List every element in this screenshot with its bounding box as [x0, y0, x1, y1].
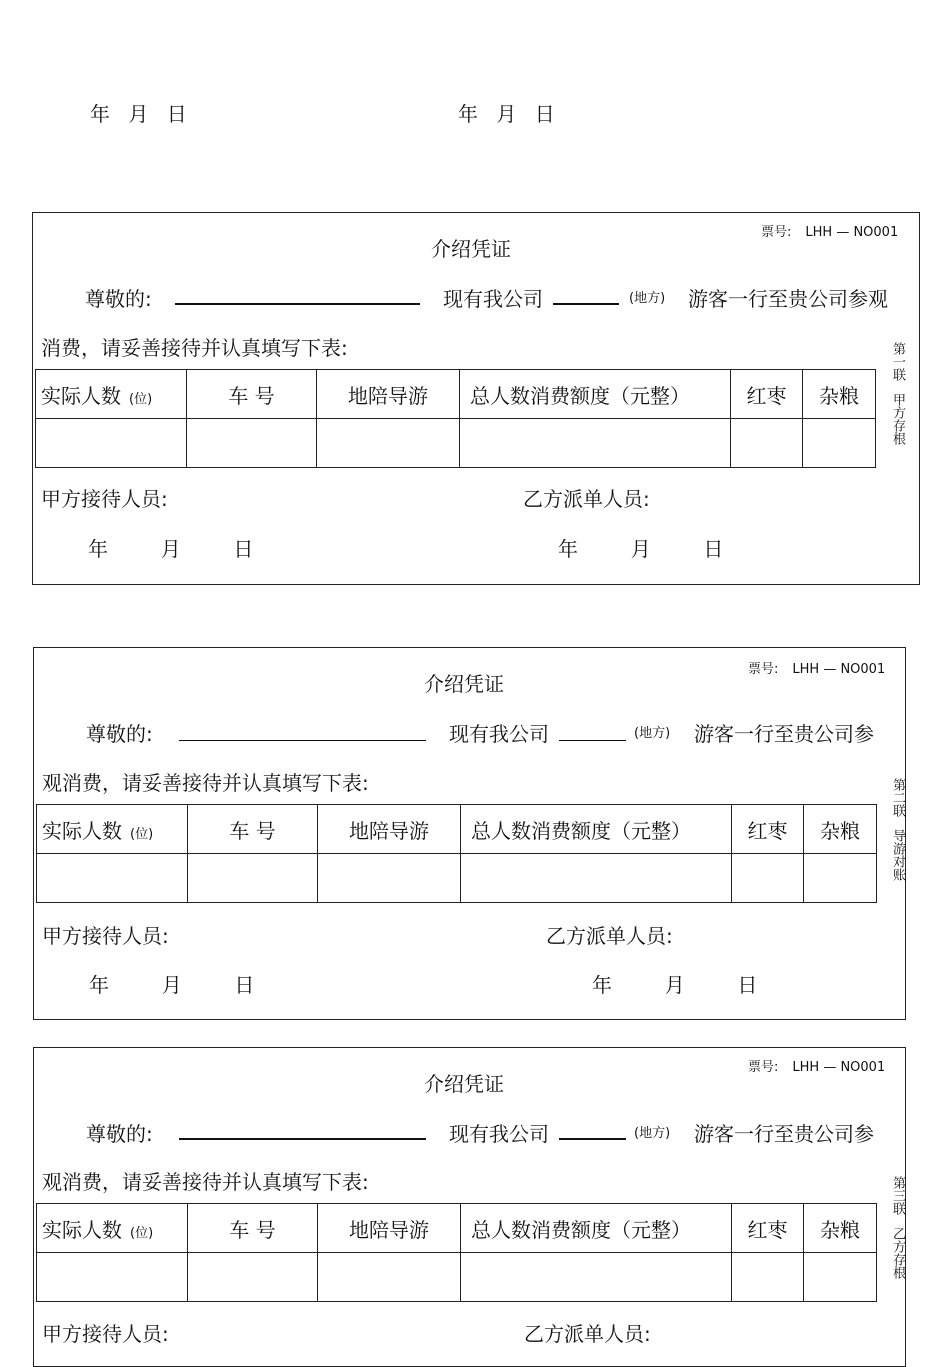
table-row — [36, 419, 876, 468]
unit-note: (位) — [130, 826, 154, 842]
header-red-dates: 红枣 — [732, 805, 804, 854]
header-grains: 杂粮 — [803, 370, 876, 419]
voucher-title: 介绍凭证 — [424, 1072, 504, 1096]
voucher-title: 介绍凭证 — [424, 672, 504, 696]
ticket-number-value: LHH — NO001 — [792, 1060, 886, 1075]
table-header-row — [37, 805, 877, 854]
party-a-staff-label: 甲方接待人员: — [42, 1322, 169, 1346]
instruction-text: 消费，请妥善接待并认真填写下表: — [41, 336, 348, 360]
ticket-number — [748, 658, 885, 677]
place-blank[interactable] — [553, 303, 619, 305]
cell-local-guide[interactable] — [318, 1253, 461, 1302]
place-blank[interactable] — [559, 1138, 626, 1140]
recipient-blank[interactable] — [179, 1138, 426, 1140]
header-headcount: 实际人数 (位) — [37, 805, 188, 854]
header-total-amount: 总人数消费额度（元整） — [460, 370, 731, 419]
place-note: (地方) — [629, 291, 666, 306]
party-b-staff-label: 乙方派单人员: — [546, 924, 673, 948]
header-vehicle-no: 车 号 — [188, 805, 318, 854]
visit-text: 游客一行至贵公司参 — [694, 722, 874, 746]
recipient-blank[interactable] — [179, 740, 426, 741]
party-b-date: 年 月 日 — [592, 973, 758, 997]
ticket-number-label: 票号: — [748, 1060, 779, 1075]
party-a-date: 年 月 日 — [88, 537, 254, 561]
header-local-guide: 地陪导游 — [318, 1204, 461, 1253]
consumption-table — [36, 1203, 877, 1302]
cell-grains[interactable] — [804, 854, 877, 903]
header-red-dates: 红枣 — [732, 1204, 804, 1253]
cell-grains[interactable] — [803, 419, 876, 468]
cell-vehicle-no[interactable] — [188, 854, 318, 903]
cell-grains[interactable] — [804, 1253, 877, 1302]
cell-local-guide[interactable] — [318, 854, 461, 903]
company-text: 现有我公司 — [443, 287, 543, 311]
copy-label-1: 第一联甲方存根 — [890, 342, 905, 445]
header-local-guide: 地陪导游 — [317, 370, 460, 419]
cell-headcount[interactable] — [37, 854, 188, 903]
header-total-amount: 总人数消费额度（元整） — [461, 805, 732, 854]
header-local-guide: 地陪导游 — [318, 805, 461, 854]
cell-total-amount[interactable] — [461, 1253, 732, 1302]
ticket-number — [748, 1056, 885, 1075]
ticket-number-label: 票号: — [748, 662, 779, 677]
cell-red-dates[interactable] — [732, 854, 804, 903]
header-grains: 杂粮 — [804, 805, 877, 854]
table-header-row — [36, 370, 876, 419]
header-grains: 杂粮 — [804, 1204, 877, 1253]
party-b-staff-label: 乙方派单人员: — [523, 487, 650, 511]
ticket-number-value: LHH — NO001 — [792, 662, 886, 677]
instruction-text: 观消费，请妥善接待并认真填写下表: — [42, 1170, 369, 1194]
header-vehicle-no: 车 号 — [188, 1204, 318, 1253]
instruction-text: 观消费，请妥善接待并认真填写下表: — [42, 771, 369, 795]
consumption-table — [36, 804, 877, 903]
cell-red-dates[interactable] — [731, 419, 803, 468]
recipient-blank[interactable] — [175, 303, 420, 305]
cell-vehicle-no[interactable] — [188, 1253, 318, 1302]
place-note: (地方) — [634, 1126, 671, 1141]
party-a-date: 年 月 日 — [89, 973, 255, 997]
header-total-amount: 总人数消费额度（元整） — [461, 1204, 732, 1253]
greeting-label: 尊敬的: — [86, 722, 153, 746]
cell-total-amount[interactable] — [460, 419, 731, 468]
ticket-number-label: 票号: — [761, 225, 792, 240]
top-date-left: 年 月 日 — [90, 102, 193, 126]
table-header-row — [37, 1204, 877, 1253]
visit-text: 游客一行至贵公司参 — [694, 1122, 874, 1146]
visit-text: 游客一行至贵公司参观 — [688, 287, 888, 311]
top-date-right: 年 月 日 — [458, 102, 561, 126]
header-headcount: 实际人数 (位) — [36, 370, 187, 419]
copy-label-2: 第二联导游对账 — [890, 778, 905, 881]
unit-note: (位) — [130, 1225, 154, 1241]
party-b-staff-label: 乙方派单人员: — [524, 1322, 651, 1346]
table-row — [37, 1253, 877, 1302]
copy-label-3: 第三联乙方存根 — [890, 1176, 905, 1279]
voucher-3 — [33, 1047, 906, 1367]
table-row — [37, 854, 877, 903]
voucher-2 — [33, 647, 906, 1020]
cell-headcount[interactable] — [37, 1253, 188, 1302]
cell-local-guide[interactable] — [317, 419, 460, 468]
party-b-date: 年 月 日 — [558, 537, 724, 561]
cell-total-amount[interactable] — [461, 854, 732, 903]
place-note: (地方) — [634, 726, 671, 741]
ticket-number — [761, 221, 898, 240]
party-a-staff-label: 甲方接待人员: — [42, 924, 169, 948]
ticket-number-value: LHH — NO001 — [805, 225, 899, 240]
header-vehicle-no: 车 号 — [187, 370, 317, 419]
place-blank[interactable] — [559, 740, 626, 741]
cell-vehicle-no[interactable] — [187, 419, 317, 468]
voucher-title: 介绍凭证 — [431, 237, 511, 261]
party-a-staff-label: 甲方接待人员: — [41, 487, 168, 511]
greeting-label: 尊敬的: — [85, 287, 152, 311]
greeting-label: 尊敬的: — [86, 1122, 153, 1146]
unit-note: (位) — [129, 391, 153, 407]
cell-headcount[interactable] — [36, 419, 187, 468]
cell-red-dates[interactable] — [732, 1253, 804, 1302]
voucher-1 — [32, 212, 920, 585]
header-headcount: 实际人数 (位) — [37, 1204, 188, 1253]
company-text: 现有我公司 — [449, 1122, 549, 1146]
consumption-table — [35, 369, 876, 468]
company-text: 现有我公司 — [449, 722, 549, 746]
header-red-dates: 红枣 — [731, 370, 803, 419]
